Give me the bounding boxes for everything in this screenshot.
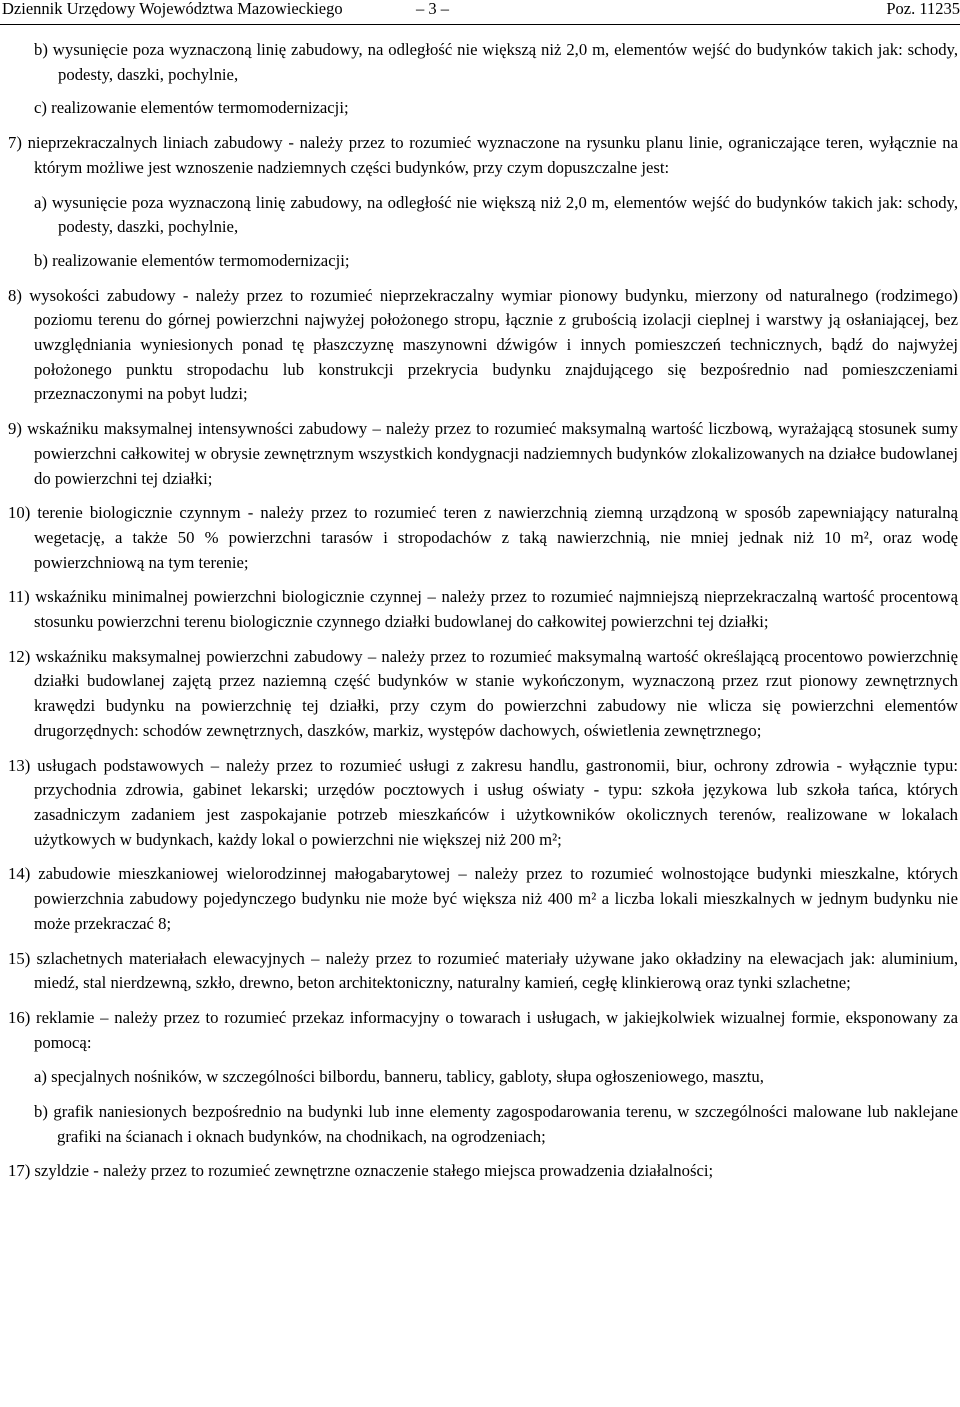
position-number: Poz. 11235 [886,0,960,18]
definition-16: 16) reklamie – należy przez to rozumieć przekaz informacyjny o towarach i usługach, w jakiejkolwiek wizualnej formie, eksponowany za pomocą: [8,1007,958,1052]
item-6c: c) realizowanie elementów termomodernizacji; [34,98,349,118]
page-number: – 3 – [416,0,449,18]
page-header [0,0,960,25]
item-16a: a) specjalnych nośników, w szczególności bilbordu, banneru, tablicy, gabloty, słupa ogłoszeniowego, masztu, [34,1067,764,1087]
definition-8: 8) wysokości zabudowy - należy przez to rozumieć nieprzekraczalny wymiar pionowy budynku, mierzony od naturalnego (rodzimego) poziomu terenu do górnej powierzchni najwyżej położonego stropu, łącznie z grubością izolacji cieplnej i warstwy ją osłaniającej, bez uwzględniania wyniesionych ponad tę płaszczyznę maszynowni dźwigów i innych pomieszczeń technicznych, bądź do najwyżej położonego punktu stropodachu lub konstrukcji przekrycia budynku znajdującego się bezpośrednio nad pomieszczeniami przeznaczonymi na pobyt ludzi; [8,285,958,404]
definition-11: 11) wskaźniku minimalnej powierzchni biologicznie czynnej – należy przez to rozumieć najmniejszą nieprzekraczalną wartość procentową stosunku powierzchni terenu biologicznie czynnego działki budowlanej do całkowitej powierzchni tej działki; [8,587,958,632]
definition-13: 13) usługach podstawowych – należy przez to rozumieć usługi z zakresu handlu, gastronomii, biur, ochrony zdrowia - wyłącznie typu: przychodnia zdrowia, gabinet lekarski; urzędów pocztowych i usług oświaty - typu: szkoła językowa lub szkoła tańca, których zasadniczym zadaniem jest zaspokajanie potrzeb mieszkańców i użytkowników okolicznych terenów, realizowane w lokalach użytkowych w budynkach, każdy lokal o powierzchni nie większej niż 200 m²; [8,755,958,849]
definition-14: 14) zabudowie mieszkaniowej wielorodzinnej małogabarytowej – należy przez to rozumieć wolnostojące budynki mieszkalne, których powierzchnia zabudowy pojedynczego budynku nie może być większa niż 400 m² a liczba lokali mieszkalnych w jednym budynku nie może przekraczać 8; [8,864,958,933]
definition-17: 17) szyldzie - należy przez to rozumieć zewnętrzne oznaczenie stałego miejsca prowadzenia działalności; [8,1161,714,1181]
definition-12: 12) wskaźniku maksymalnej powierzchni zabudowy – należy przez to rozumieć maksymalną wartość określającą procentowo powierzchnię działki budowlanej zajętą przez naziemną część budynków w stanie wykończonym, wyznaczoną przez rzut pionowy zewnętrznych krawędzi budynku na powierzchnię tej działki, przy czym do powierzchni zabudowy nie wlicza się powierzchni elementów drugorzędnych: schodów zewnętrznych, daszków, markiz, występów dachowych, oświetlenia zewnętrznego; [8,646,958,740]
item-7a: a) wysunięcie poza wyznaczoną linię zabudowy, na odległość nie większą niż 2,0 m, elementów wejść do budynków takich jak: schody, podesty, daszki, pochylnie, [34,192,958,237]
definition-7: 7) nieprzekraczalnych liniach zabudowy - należy przez to rozumieć wyznaczone na rysunku planu linie, ograniczające teren, wyłącznie na którym możliwe jest wznoszenie nadziemnych części budynków, przy czym dopuszczalne jest: [8,133,958,177]
definition-15: 15) szlachetnych materiałach elewacyjnych – należy przez to rozumieć materiały używane jako okładziny na elewacjach jak: aluminium, miedź, stal nierdzewną, szkło, drewno, beton architektoniczny, naturalny kamień, cegłę klinkierową oraz tynki szlachetne; [8,948,958,993]
document-body [8,38,958,1193]
item-7b: b) realizowanie elementów termomodernizacji; [34,250,350,270]
journal-title: Dziennik Urzędowy Województwa Mazowieckiego [2,0,343,18]
item-6b: b) wysunięcie poza wyznaczoną linię zabudowy, na odległość nie większą niż 2,0 m, elementów wejść do budynków takich jak: schody, podesty, daszki, pochylnie, [34,40,958,84]
definition-10: 10) terenie biologicznie czynnym - należy przez to rozumieć teren z nawierzchnią ziemną urządzoną w sposób zapewniający naturalną wegetację, a także 50 % powierzchni tarasów i stropodachów z taką nawierzchnią, nie mniej jednak niż 10 m², oraz wodę powierzchniową na tym terenie; [8,503,958,572]
item-16b: b) grafik naniesionych bezpośrednio na budynki lub inne elementy zagospodarowania terenu, w szczególności malowane lub naklejane grafiki na ścianach i oknach budynków, na chodnikach, na ogrodzeniach; [34,1102,958,1146]
definition-9: 9) wskaźniku maksymalnej intensywności zabudowy – należy przez to rozumieć maksymalną wartość liczbową, wyrażającą stosunek sumy powierzchni całkowitej w obrysie zewnętrznym wszystkich kondygnacji nadziemnych budynków zlokalizowanych na działce budowlanej do powierzchni tej działki; [8,419,958,488]
